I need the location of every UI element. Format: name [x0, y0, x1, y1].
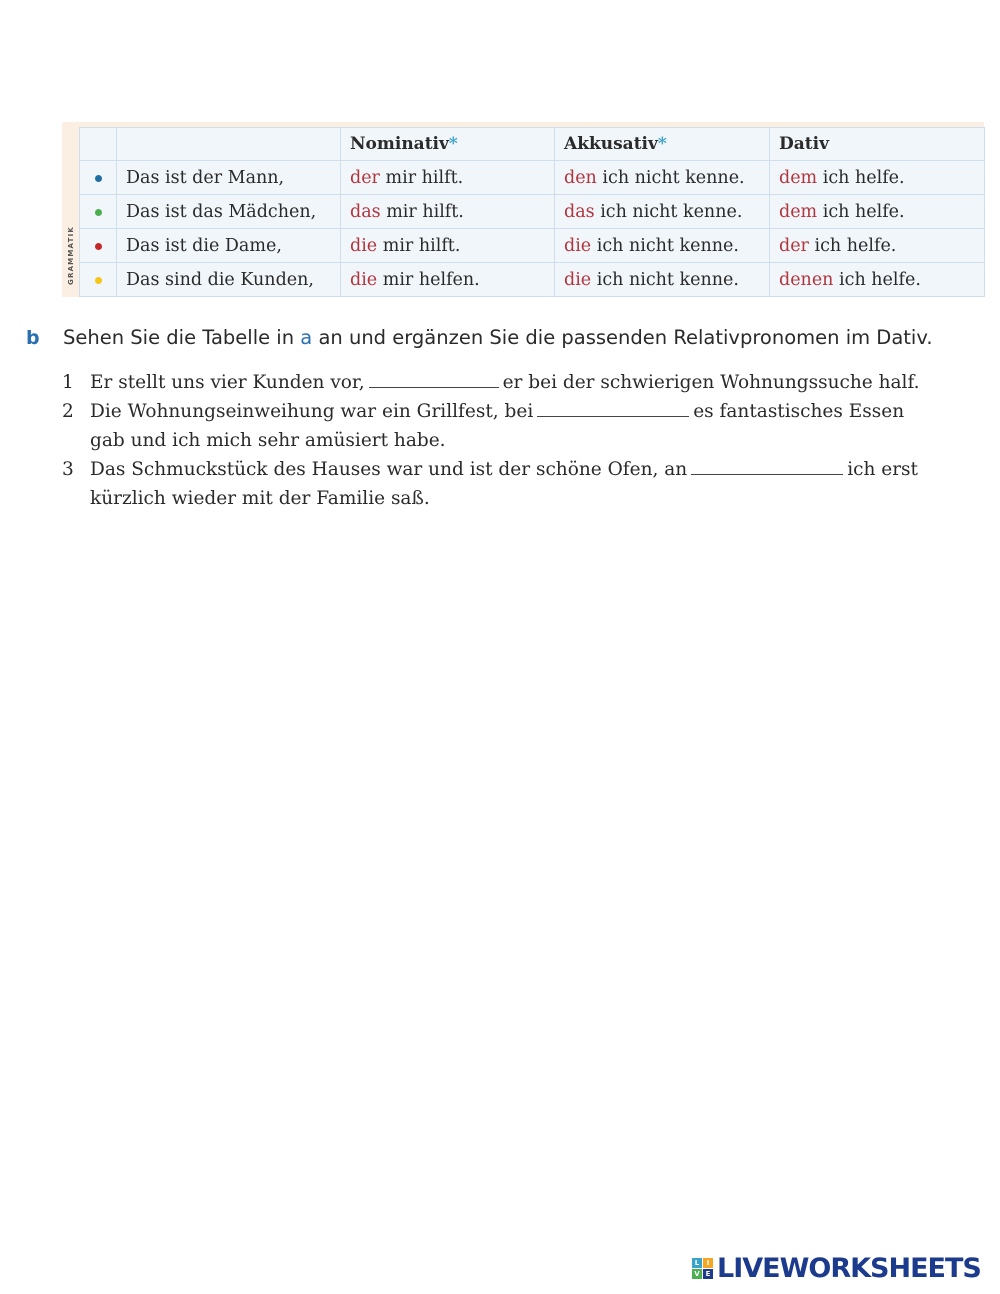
relative-pronoun: dem [779, 167, 818, 188]
exercise-item-2: 2 Die Wohnungseinweihung war ein Grillfest, bei es fantastisches Essen gab und ich mich sehr amüsiert habe. [62, 401, 905, 451]
table-row [80, 161, 985, 195]
row-dot [80, 195, 117, 229]
row-nominativ [341, 263, 555, 297]
row-subject: Das ist das Mädchen, [117, 195, 341, 229]
logo-text: LIVEWORKSHEETS [717, 1253, 981, 1284]
row-dativ [770, 263, 985, 297]
header-asterisk: * [448, 134, 458, 154]
row-dativ [770, 229, 985, 263]
task-letter: b [26, 327, 40, 349]
relative-pronoun: dem [779, 201, 818, 222]
row-dot [80, 263, 117, 297]
clause-rest: mir hilft. [386, 201, 464, 222]
clause-rest: ich helfe. [822, 201, 905, 222]
relative-pronoun-table [79, 127, 985, 297]
clause-rest: ich helfe. [822, 167, 905, 188]
exercise-item-1: 1 Er stellt uns vier Kunden vor, er bei der schwierigen Wohnungssuche half. [62, 372, 920, 393]
row-akkusativ [555, 263, 770, 297]
side-label-text: GRAMMATIK [66, 226, 75, 285]
table-row [80, 263, 985, 297]
row-akkusativ [555, 229, 770, 263]
row-subject: Das ist die Dame, [117, 229, 341, 263]
table-header-row [80, 128, 985, 161]
clause-rest: mir hilft. [382, 235, 461, 256]
clause-rest: ich nicht kenne. [600, 201, 743, 222]
row-nominativ [341, 161, 555, 195]
header-nominativ: Nominativ* [341, 128, 555, 161]
table-row [80, 195, 985, 229]
clause-rest: mir helfen. [382, 269, 480, 290]
header-dativ: Dativ [770, 128, 985, 161]
clause-rest: mir hilft. [385, 167, 464, 188]
liveworksheets-logo [692, 1253, 981, 1284]
bullet-dot-icon [95, 175, 102, 182]
relative-pronoun: die [564, 235, 592, 256]
relative-pronoun: denen [779, 269, 834, 290]
header-cell-dot [80, 128, 117, 161]
grammar-side-label [62, 122, 79, 297]
header-cell-subject [117, 128, 341, 161]
table-row [80, 229, 985, 263]
clause-rest: ich nicht kenne. [596, 269, 739, 290]
row-subject: Das ist der Mann, [117, 161, 341, 195]
bullet-dot-icon [95, 209, 102, 216]
clause-rest: ich nicht kenne. [602, 167, 745, 188]
relative-pronoun: die [350, 269, 378, 290]
task-instruction: Sehen Sie die Tabelle in a an und ergänzen Sie die passenden Relativpronomen im Dativ. [63, 326, 933, 349]
clause-rest: ich helfe. [814, 235, 897, 256]
answer-blank-1[interactable] [369, 373, 499, 388]
row-nominativ [341, 229, 555, 263]
clause-rest: ich nicht kenne. [596, 235, 739, 256]
row-subject: Das sind die Kunden, [117, 263, 341, 297]
relative-pronoun: das [564, 201, 595, 222]
row-dot [80, 161, 117, 195]
relative-pronoun: den [564, 167, 597, 188]
relative-pronoun: das [350, 201, 381, 222]
row-akkusativ [555, 195, 770, 229]
logo-icon: L I V E [692, 1258, 713, 1279]
relative-pronoun: der [779, 235, 809, 256]
exercise-item-3: 3 Das Schmuckstück des Hauses war und ist der schöne Ofen, an ich erst kürzlich wieder mit der Familie saß. [62, 459, 918, 509]
row-dativ [770, 195, 985, 229]
task-reference: a [300, 326, 313, 349]
row-nominativ [341, 195, 555, 229]
bullet-dot-icon [95, 243, 102, 250]
relative-pronoun: die [564, 269, 592, 290]
answer-blank-2[interactable] [537, 402, 689, 417]
answer-blank-3[interactable] [691, 460, 843, 475]
row-dot [80, 229, 117, 263]
row-dativ [770, 161, 985, 195]
header-akkusativ: Akkusativ* [555, 128, 770, 161]
clause-rest: ich helfe. [839, 269, 921, 290]
relative-pronoun: der [350, 167, 380, 188]
header-asterisk: * [657, 134, 667, 154]
row-akkusativ [555, 161, 770, 195]
bullet-dot-icon [95, 277, 102, 284]
relative-pronoun: die [350, 235, 378, 256]
